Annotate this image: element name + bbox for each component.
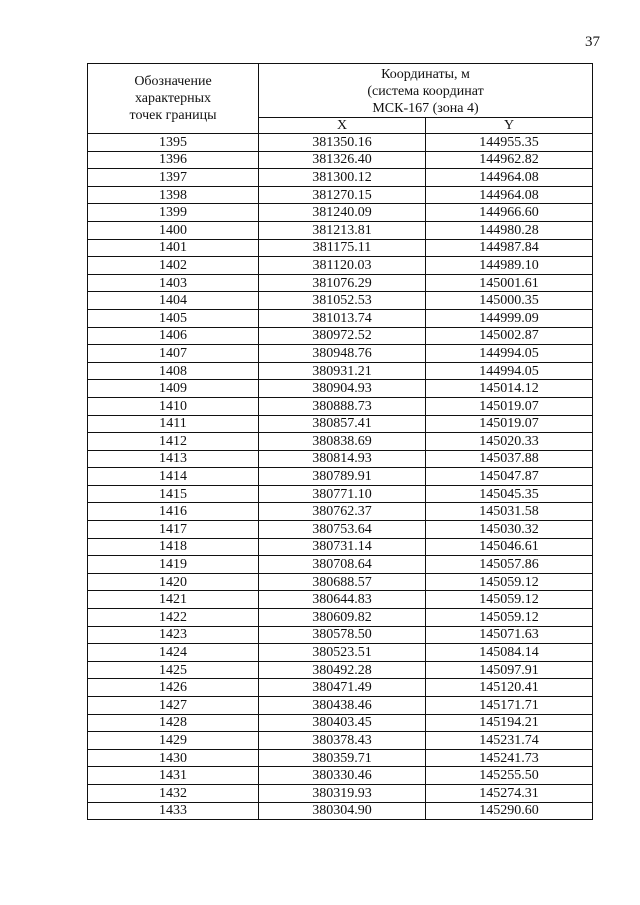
point-cell: 1395 [88, 134, 259, 152]
point-cell: 1417 [88, 521, 259, 539]
header-row-main [88, 64, 593, 118]
coordinates-table [87, 63, 593, 820]
x-coordinate-cell: 380857.41 [259, 415, 426, 433]
point-cell: 1422 [88, 609, 259, 627]
y-coordinate-cell: 144964.08 [426, 169, 593, 187]
point-cell: 1407 [88, 345, 259, 363]
table-row [88, 714, 593, 732]
table-row [88, 767, 593, 785]
table-row [88, 644, 593, 662]
point-cell: 1414 [88, 468, 259, 486]
point-cell: 1426 [88, 679, 259, 697]
x-coordinate-cell: 380403.45 [259, 714, 426, 732]
point-cell: 1396 [88, 151, 259, 169]
table-row [88, 450, 593, 468]
x-coordinate-cell: 380609.82 [259, 609, 426, 627]
table-row [88, 134, 593, 152]
x-coordinate-cell: 381076.29 [259, 274, 426, 292]
y-coordinate-cell: 145084.14 [426, 644, 593, 662]
table-row [88, 556, 593, 574]
y-column-header: Y [426, 118, 593, 134]
coords-header-line: (система координат [367, 84, 484, 99]
x-coordinate-cell: 381270.15 [259, 186, 426, 204]
table-row [88, 609, 593, 627]
y-coordinate-cell: 145071.63 [426, 626, 593, 644]
y-coordinate-cell: 144955.35 [426, 134, 593, 152]
y-coordinate-cell: 145019.07 [426, 397, 593, 415]
x-coordinate-cell: 380789.91 [259, 468, 426, 486]
table-row [88, 169, 593, 187]
table-row [88, 573, 593, 591]
x-coordinate-cell: 380378.43 [259, 732, 426, 750]
point-cell: 1418 [88, 538, 259, 556]
x-coordinate-cell: 380762.37 [259, 503, 426, 521]
point-cell: 1429 [88, 732, 259, 750]
y-coordinate-cell: 144999.09 [426, 309, 593, 327]
table-row [88, 362, 593, 380]
x-coordinate-cell: 380814.93 [259, 450, 426, 468]
point-cell: 1423 [88, 626, 259, 644]
point-cell: 1410 [88, 397, 259, 415]
point-cell: 1404 [88, 292, 259, 310]
point-cell: 1403 [88, 274, 259, 292]
point-header-line: точек границы [129, 108, 217, 123]
point-cell: 1416 [88, 503, 259, 521]
x-coordinate-cell: 381013.74 [259, 309, 426, 327]
table-row [88, 679, 593, 697]
point-cell: 1406 [88, 327, 259, 345]
y-coordinate-cell: 145241.73 [426, 749, 593, 767]
x-coordinate-cell: 381326.40 [259, 151, 426, 169]
table-row [88, 309, 593, 327]
y-coordinate-cell: 144994.05 [426, 345, 593, 363]
x-coordinate-cell: 380330.46 [259, 767, 426, 785]
table-row [88, 802, 593, 820]
table-row [88, 732, 593, 750]
x-coordinate-cell: 381213.81 [259, 221, 426, 239]
y-coordinate-cell: 145000.35 [426, 292, 593, 310]
x-coordinate-cell: 380948.76 [259, 345, 426, 363]
x-coordinate-cell: 381120.03 [259, 257, 426, 275]
table-row [88, 661, 593, 679]
table-row [88, 327, 593, 345]
x-coordinate-cell: 380771.10 [259, 485, 426, 503]
y-coordinate-cell: 145120.41 [426, 679, 593, 697]
point-cell: 1400 [88, 221, 259, 239]
y-coordinate-cell: 145047.87 [426, 468, 593, 486]
table-row [88, 538, 593, 556]
table-row [88, 221, 593, 239]
point-cell: 1425 [88, 661, 259, 679]
y-coordinate-cell: 144994.05 [426, 362, 593, 380]
point-cell: 1415 [88, 485, 259, 503]
y-coordinate-cell: 145059.12 [426, 573, 593, 591]
y-coordinate-cell: 144980.28 [426, 221, 593, 239]
x-coordinate-cell: 380731.14 [259, 538, 426, 556]
y-coordinate-cell: 144989.10 [426, 257, 593, 275]
y-coordinate-cell: 145290.60 [426, 802, 593, 820]
x-coordinate-cell: 380931.21 [259, 362, 426, 380]
x-coordinate-cell: 380359.71 [259, 749, 426, 767]
x-coordinate-cell: 380319.93 [259, 784, 426, 802]
point-cell: 1401 [88, 239, 259, 257]
point-cell: 1411 [88, 415, 259, 433]
point-designation-header [88, 64, 259, 134]
x-coordinate-cell: 380904.93 [259, 380, 426, 398]
y-coordinate-cell: 144964.08 [426, 186, 593, 204]
y-coordinate-cell: 144987.84 [426, 239, 593, 257]
y-coordinate-cell: 145231.74 [426, 732, 593, 750]
coords-header-line: МСК-167 (зона 4) [372, 101, 479, 116]
x-coordinate-cell: 380438.46 [259, 697, 426, 715]
x-coordinate-cell: 380888.73 [259, 397, 426, 415]
x-column-header: X [259, 118, 426, 134]
table-row [88, 204, 593, 222]
x-coordinate-cell: 380492.28 [259, 661, 426, 679]
point-cell: 1420 [88, 573, 259, 591]
point-cell: 1402 [88, 257, 259, 275]
x-coordinate-cell: 380644.83 [259, 591, 426, 609]
table-row [88, 626, 593, 644]
x-coordinate-cell: 380972.52 [259, 327, 426, 345]
y-coordinate-cell: 145057.86 [426, 556, 593, 574]
x-coordinate-cell: 380688.57 [259, 573, 426, 591]
point-cell: 1399 [88, 204, 259, 222]
y-coordinate-cell: 144966.60 [426, 204, 593, 222]
y-coordinate-cell: 145020.33 [426, 433, 593, 451]
x-coordinate-cell: 381350.16 [259, 134, 426, 152]
point-cell: 1408 [88, 362, 259, 380]
x-coordinate-cell: 381175.11 [259, 239, 426, 257]
table-row [88, 468, 593, 486]
coords-header-line: Координаты, м [381, 67, 470, 82]
point-cell: 1409 [88, 380, 259, 398]
table-row [88, 591, 593, 609]
point-cell: 1432 [88, 784, 259, 802]
x-coordinate-cell: 380708.64 [259, 556, 426, 574]
table-row [88, 274, 593, 292]
point-cell: 1433 [88, 802, 259, 820]
table-row [88, 380, 593, 398]
table-row [88, 749, 593, 767]
point-cell: 1397 [88, 169, 259, 187]
table-row [88, 503, 593, 521]
table-row [88, 397, 593, 415]
x-coordinate-cell: 381052.53 [259, 292, 426, 310]
table-row [88, 292, 593, 310]
x-coordinate-cell: 381240.09 [259, 204, 426, 222]
y-coordinate-cell: 145030.32 [426, 521, 593, 539]
table-row [88, 186, 593, 204]
x-coordinate-cell: 380523.51 [259, 644, 426, 662]
y-coordinate-cell: 145194.21 [426, 714, 593, 732]
table-row [88, 151, 593, 169]
y-coordinate-cell: 145045.35 [426, 485, 593, 503]
x-coordinate-cell: 381300.12 [259, 169, 426, 187]
table-row [88, 239, 593, 257]
point-cell: 1413 [88, 450, 259, 468]
y-coordinate-cell: 145037.88 [426, 450, 593, 468]
y-coordinate-cell: 145014.12 [426, 380, 593, 398]
point-cell: 1431 [88, 767, 259, 785]
point-cell: 1430 [88, 749, 259, 767]
point-cell: 1424 [88, 644, 259, 662]
table-row [88, 257, 593, 275]
table-row [88, 345, 593, 363]
y-coordinate-cell: 145274.31 [426, 784, 593, 802]
page-number: 37 [585, 34, 600, 50]
point-cell: 1405 [88, 309, 259, 327]
table-row [88, 415, 593, 433]
x-coordinate-cell: 380753.64 [259, 521, 426, 539]
table-row [88, 784, 593, 802]
point-cell: 1428 [88, 714, 259, 732]
y-coordinate-cell: 145255.50 [426, 767, 593, 785]
point-header-line: Обозначение [134, 74, 212, 89]
table-body [88, 134, 593, 820]
y-coordinate-cell: 145097.91 [426, 661, 593, 679]
coordinates-header [259, 64, 593, 118]
table-row [88, 433, 593, 451]
y-coordinate-cell: 145059.12 [426, 609, 593, 627]
y-coordinate-cell: 145019.07 [426, 415, 593, 433]
table-row [88, 697, 593, 715]
y-coordinate-cell: 145171.71 [426, 697, 593, 715]
y-coordinate-cell: 145002.87 [426, 327, 593, 345]
x-coordinate-cell: 380578.50 [259, 626, 426, 644]
y-coordinate-cell: 145001.61 [426, 274, 593, 292]
y-coordinate-cell: 144962.82 [426, 151, 593, 169]
y-coordinate-cell: 145059.12 [426, 591, 593, 609]
point-cell: 1398 [88, 186, 259, 204]
y-coordinate-cell: 145031.58 [426, 503, 593, 521]
x-coordinate-cell: 380304.90 [259, 802, 426, 820]
point-cell: 1427 [88, 697, 259, 715]
y-coordinate-cell: 145046.61 [426, 538, 593, 556]
x-coordinate-cell: 380471.49 [259, 679, 426, 697]
point-cell: 1412 [88, 433, 259, 451]
x-coordinate-cell: 380838.69 [259, 433, 426, 451]
table-header [88, 64, 593, 134]
point-cell: 1419 [88, 556, 259, 574]
table-row [88, 485, 593, 503]
point-header-line: характерных [134, 91, 212, 106]
point-cell: 1421 [88, 591, 259, 609]
table-row [88, 521, 593, 539]
